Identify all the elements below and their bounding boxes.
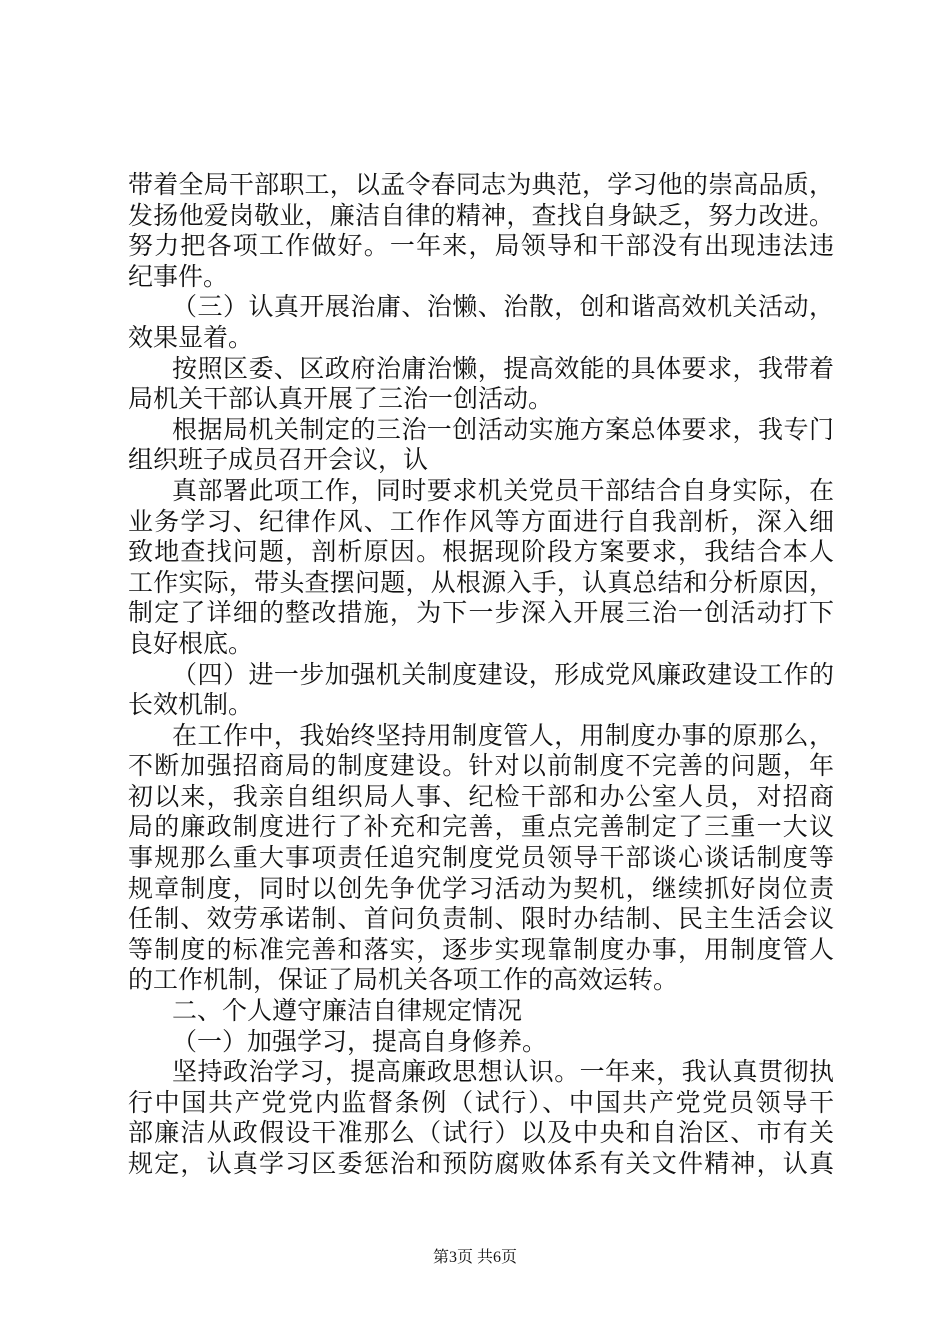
text-line: 工作实际，带头查摆问题，从根源入手，认真总结和分析原因， [128,567,834,597]
text-line: 规章制度，同时以创先争优学习活动为契机，继续抓好岗位责 [128,873,834,903]
body-text [128,170,834,1180]
text-line: 制定了详细的整改措施，为下一步深入开展三治一创活动打下 [128,598,834,628]
text-line: （四）进一步加强机关制度建设，形成党风廉政建设工作的 [172,659,834,689]
text-line: 业务学习、纪律作风、工作作风等方面进行自我剖析，深入细 [128,506,834,536]
text-line: （三）认真开展治庸、治懒、治散，创和谐高效机关活动， [172,292,834,322]
text-line: 带着全局干部职工，以孟令春同志为典范，学习他的崇高品质， [128,170,834,199]
text-line: 根据局机关制定的三治一创活动实施方案总体要求，我专门 [172,414,834,444]
text-line: 致地查找问题，剖析原因。根据现阶段方案要求，我结合本人 [128,537,834,567]
text-line: 任制、效劳承诺制、首问负责制、限时办结制、民主生活会议 [128,904,834,934]
text-line: （一）加强学习，提高自身修养。 [172,1026,548,1056]
text-line: 发扬他爱岗敬业，廉洁自律的精神，查找自身缺乏，努力改进。 [128,200,834,230]
text-line: 纪事件。 [128,261,229,291]
text-line: 初以来，我亲自组织局人事、纪检干部和办公室人员，对招商 [128,781,834,811]
text-line: 局的廉政制度进行了补充和完善，重点完善制定了三重一大议 [128,812,834,842]
text-line: 局机关干部认真开展了三治一创活动。 [128,384,554,414]
text-line: 的工作机制，保证了局机关各项工作的高效运转。 [128,965,679,995]
text-line: 良好根底。 [128,628,254,658]
text-line: 行中国共产党党内监督条例（试行）、中国共产党党员领导干 [128,1087,834,1117]
text-line: 二、个人遵守廉洁自律规定情况 [172,996,523,1026]
text-line: 部廉洁从政假设干准那么（试行）以及中央和自治区、市有关 [128,1118,834,1148]
text-line: 事规那么重大事项责任追究制度党员领导干部谈心谈话制度等 [128,843,834,873]
text-line: 等制度的标准完善和落实，逐步实现靠制度办事，用制度管人 [128,934,834,964]
text-line: 坚持政治学习，提高廉政思想认识。一年来，我认真贯彻执 [172,1057,834,1087]
text-line: 规定，认真学习区委惩治和预防腐败体系有关文件精神，认真 [128,1149,834,1178]
text-line: 努力把各项工作做好。一年来，局领导和干部没有出现违法违 [128,231,834,261]
text-line: 效果显着。 [128,322,254,352]
text-line: 在工作中，我始终坚持用制度管人，用制度办事的原那么， [172,720,834,750]
text-line: 组织班子成员召开会议，认 [128,445,429,475]
text-line: 真部署此项工作，同时要求机关党员干部结合自身实际，在 [172,475,834,505]
text-line: 不断加强招商局的制度建设。针对以前制度不完善的问题，年 [128,751,834,781]
text-line: 按照区委、区政府治庸治懒，提高效能的具体要求，我带着 [172,353,834,383]
page-footer: 第3页 共6页 [432,1249,517,1266]
text-line: 长效机制。 [128,690,254,720]
